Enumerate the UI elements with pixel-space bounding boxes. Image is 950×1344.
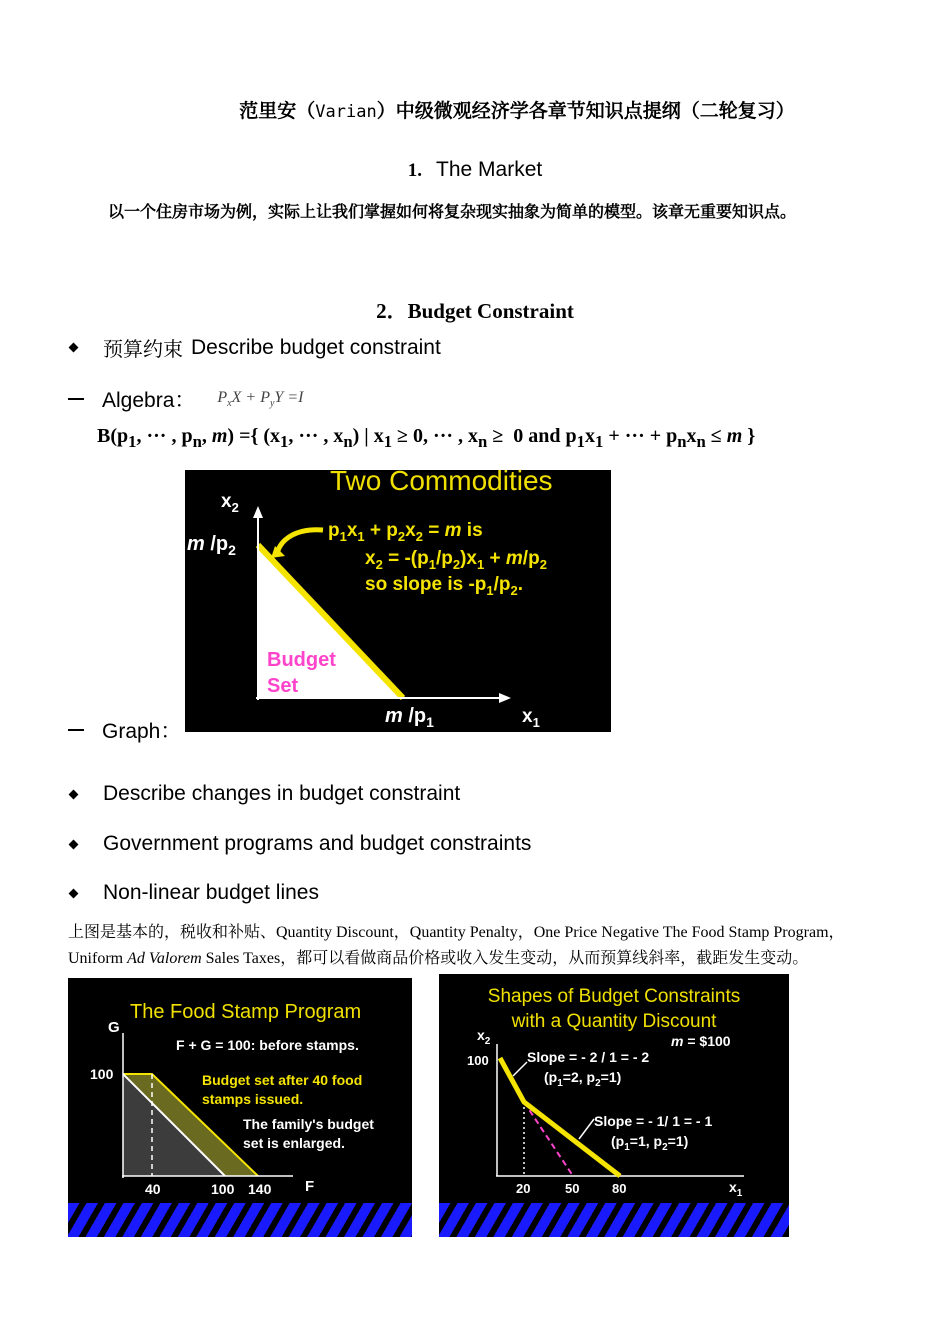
bullet1-english: Describe budget constraint	[191, 335, 441, 359]
fig2-stripe-footer	[68, 1203, 412, 1237]
fig2-x-tick-40: 40	[145, 1181, 161, 1197]
quantity-discount-svg	[439, 974, 789, 1203]
fig1-x-label: $x_1$	[522, 706, 540, 730]
two-commodities-svg	[185, 470, 611, 732]
fig3-x-tick-50: 50	[565, 1181, 580, 1196]
figure-quantity-discount	[439, 974, 789, 1237]
fig2-note3b: set is enlarged.	[243, 1135, 345, 1151]
bullet-describe-budget	[68, 333, 441, 362]
fig3-x-tick-20: 20	[516, 1181, 531, 1196]
title-suffix: ）中级微观经济学各章节知识点提纲（二轮复习）	[376, 100, 795, 122]
bullet-nonlinear	[68, 881, 319, 905]
fig1-set-label1: Budget	[267, 649, 336, 671]
title-prefix: 范里安（	[239, 100, 316, 122]
fig1-x-intercept: m $/p_1$	[385, 705, 434, 730]
fig3-title2: with a Quantity Discount	[511, 1011, 717, 1032]
diamond-bullet-icon	[69, 343, 79, 353]
fig1-eq1: $p_1x_1 + p_2x_2 = m$ is	[328, 520, 483, 544]
fig3-stripe-footer	[439, 1203, 789, 1237]
fig3-prices2: ($p_1=1$, $p_2=1$)	[611, 1133, 689, 1153]
algebra-formula: $P_xX + P_yY =I$	[217, 388, 304, 410]
fig3-title1: Shapes of Budget Constraints	[487, 986, 741, 1007]
dash-bullet-icon	[68, 729, 84, 731]
budget-set-definition: $B(p_1$, ··· , $p_n$, m) ={ ($x_1$, ··· , $x_n$) | $x_1 \ge 0$, ··· , $x_n \ge 0$ and $p_1x_1$ + ··· + $p_nx_n \le m$ }	[97, 425, 756, 451]
fig1-set-label2: Set	[267, 675, 299, 697]
diamond-bullet-icon	[69, 839, 79, 849]
chapter1-paragraph: 以一个住房市场为例，实际上让我们掌握如何将复杂现实抽象为简单的模型。该章无重要知识点。	[108, 202, 797, 221]
chapter1-title: The Market	[436, 158, 543, 181]
fig1-y-label: $x_2$	[221, 491, 239, 515]
notes-uniform: Uniform	[68, 950, 124, 967]
chapter1-heading	[0, 158, 950, 182]
dash-bullet-icon	[68, 398, 84, 400]
fig2-y-tick: 100	[90, 1066, 114, 1082]
bullet1-chinese: 预算约束	[103, 337, 183, 361]
fig3-pointer2	[579, 1119, 594, 1139]
fig2-x-tick-140: 140	[248, 1181, 272, 1197]
algebra-label: Algebra：	[102, 389, 196, 412]
bullet3-text: Government programs and budget constraints	[103, 832, 532, 855]
food-stamp-svg	[68, 978, 412, 1203]
fig1-y-intercept: m $/p_2$	[187, 533, 236, 558]
notes-ad-valorem: Ad Valorem	[127, 950, 202, 967]
fig2-y-label: G	[108, 1019, 120, 1036]
fig3-y-tick: 100	[467, 1053, 489, 1068]
notes-line1: 上图是基本的，税收和补贴、Quantity Discount，Quantity Penalty，One Price Negative The Food Stamp Program，	[68, 924, 845, 941]
chapter1-number: 1.	[407, 160, 423, 181]
x-axis-arrow-icon	[499, 693, 511, 703]
fig2-x-label: F	[305, 1178, 315, 1195]
graph-label: Graph：	[102, 720, 182, 743]
bullet2-text: Describe changes in budget constraint	[103, 782, 461, 805]
algebra-row	[68, 384, 303, 414]
graph-row	[68, 715, 181, 745]
fig1-title: Two Commodities	[330, 470, 553, 496]
fig1-eq2: $x_2 = -(p_1/p_2)x_1 + m/p_2$	[365, 548, 547, 572]
title-varian: Varian	[315, 102, 377, 122]
chapter2-heading: 2．Budget Constraint	[376, 299, 574, 323]
notes-rest: Sales Taxes，都可以看做商品价格或收入发生变动，从而预算线斜率，截距发生变动。	[205, 950, 809, 967]
fig3-x-tick-80: 80	[612, 1181, 627, 1196]
fig2-x-tick-100: 100	[211, 1181, 235, 1197]
fig3-slope2: Slope = - 1/ 1 = - 1	[594, 1113, 713, 1129]
fig3-dashed-continuation	[524, 1102, 573, 1176]
notes-line2	[68, 946, 908, 972]
figure-food-stamp	[68, 978, 412, 1237]
fig3-slope1: Slope = - 2 / 1 = - 2	[527, 1049, 650, 1065]
fig3-income: m = $100	[671, 1033, 731, 1049]
fig3-x-label: $x_1$	[729, 1179, 743, 1199]
fig1-eq3: so slope is $-p_1/p_2$.	[365, 574, 524, 598]
fig2-note1: F + G = 100: before stamps.	[176, 1037, 359, 1053]
bullet4-text: Non-linear budget lines	[103, 881, 319, 904]
diamond-bullet-icon	[69, 888, 79, 898]
fig2-title: The Food Stamp Program	[130, 1001, 362, 1023]
fig2-note2a: Budget set after 40 food	[202, 1072, 363, 1088]
fig3-y-label: $x_2$	[477, 1027, 491, 1047]
curved-arrow	[277, 530, 323, 554]
fig2-note2b: stamps issued.	[202, 1091, 304, 1107]
y-axis-arrow-icon	[253, 506, 263, 518]
document-title	[0, 96, 950, 123]
notes-paragraph	[68, 920, 908, 972]
fig3-prices1: ($p_1=2$, $p_2=1$)	[544, 1069, 622, 1089]
bullet-government	[68, 832, 531, 856]
fig2-note3a: The family's budget	[243, 1116, 374, 1132]
diamond-bullet-icon	[69, 789, 79, 799]
bullet-changes	[68, 782, 460, 806]
figure-two-commodities	[185, 470, 611, 732]
fig3-pointer1	[513, 1062, 527, 1076]
